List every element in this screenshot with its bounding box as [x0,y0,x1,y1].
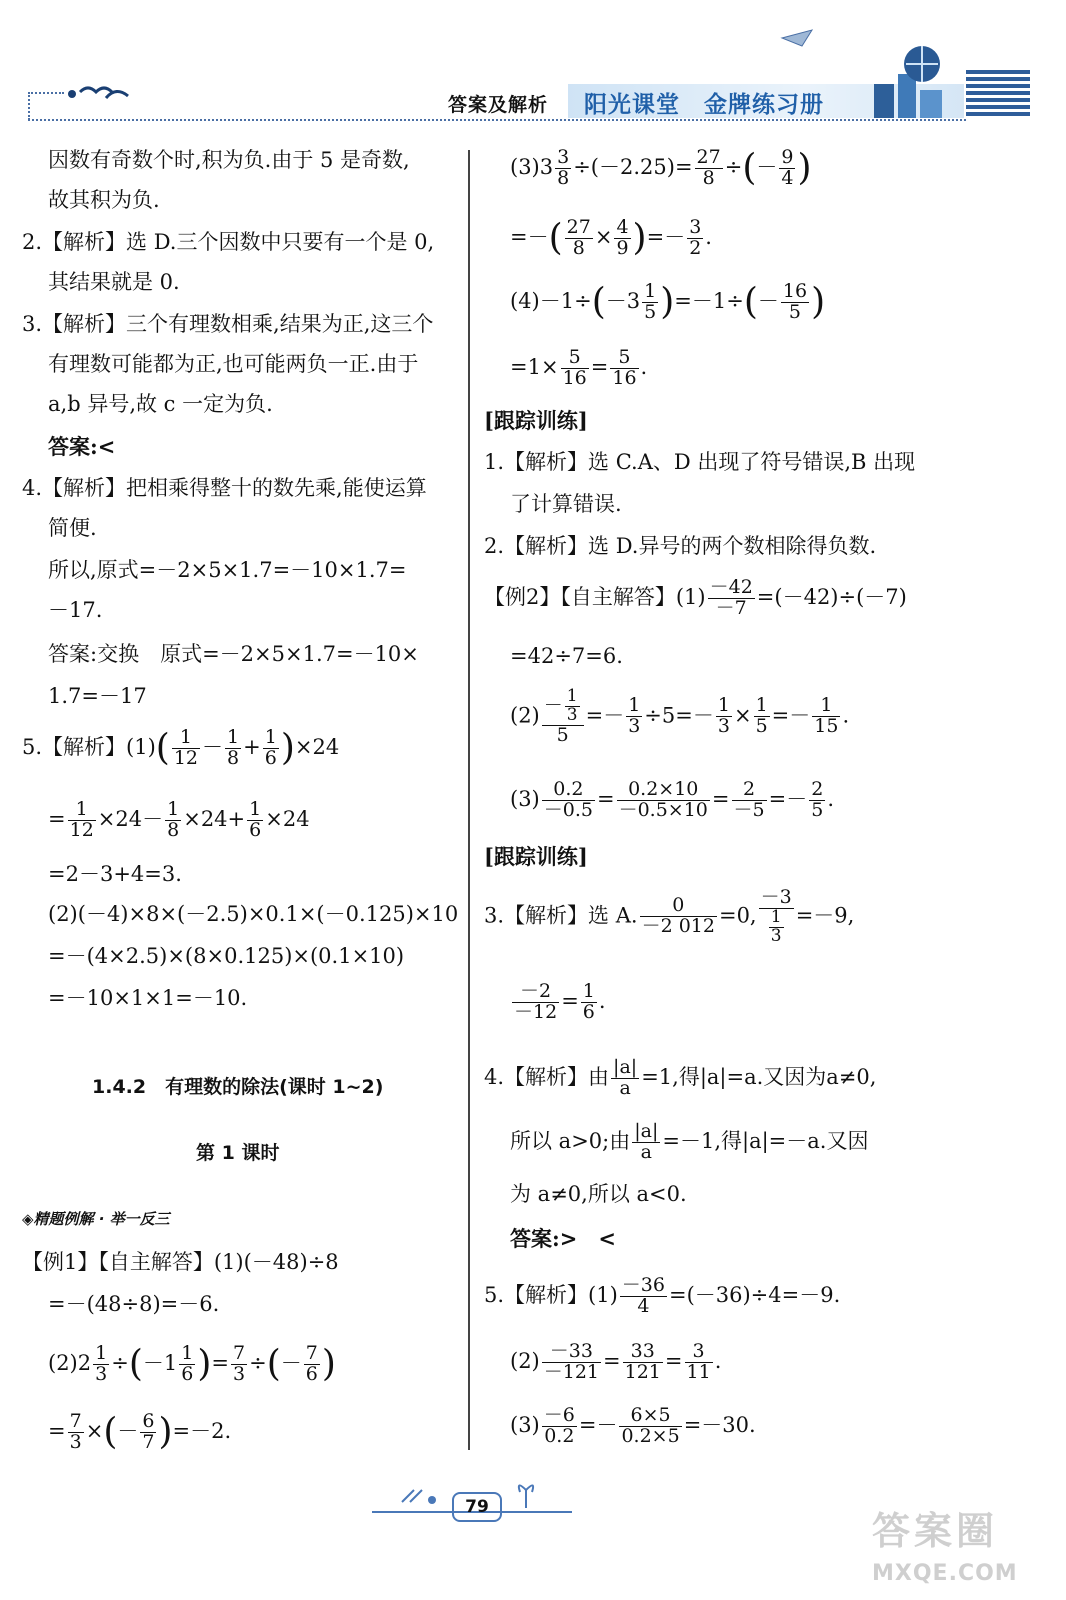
header-stripes [966,70,1030,122]
text-line: =－(4×2.5)×(8×0.125)×(0.1×10) [48,944,405,968]
example-2-line4: (3) $\frac{0.2}{-0.5}$ = $\frac{0.2\times 10}{-0.5\times 10}$ = $\frac{2}{-5}$ =－ $\frac{2}{5}$ . [510,778,834,821]
text-line: 所以,原式=－2×5×1.7=－10×1.7= [48,558,407,582]
examples-subhead: ◈精题例解 · 举一反三 [22,1210,170,1228]
header-corner-line [28,92,64,120]
column-divider [468,150,470,1450]
answer-2: 2.【解析】选 D.三个因数中只要有一个是 0, [22,230,435,254]
tracking-answer-3-line2: $\frac{-2}{-12}$ = $\frac{1}{6}$ . [514,980,606,1023]
text-line: 了计算错误. [510,492,622,516]
answer-3: 3.【解析】三个有理数相乘,结果为正,这三个 [22,312,434,336]
text-line: =－10×1×1=－10. [48,986,248,1010]
item-3-line2: =－( $\frac{27}{8}$ × $\frac{4}{9}$ )=－ $\frac{3}{2}$ . [510,216,712,259]
text-line: 其结果就是 0. [48,270,180,294]
answer-4: 4.【解析】把相乘得整十的数先乘,能使运算 [22,476,427,500]
section-title: 1.4.2 有理数的除法(课时 1~2) [92,1076,384,1098]
tracking-answer-1: 1.【解析】选 C.A、D 出现了符号错误,B 出现 [484,450,916,474]
watermark-url: MXQE.COM [872,1561,1018,1586]
tracking-header: [跟踪训练] [484,844,588,869]
answer-label: 答案:> < [510,1226,616,1251]
answer-label: 答案:交换 原式=－2×5×1.7=－10× [48,642,419,666]
text-line: a,b 异号,故 c 一定为负. [48,392,273,416]
tracking-answer-2: 2.【解析】选 D.异号的两个数相除得负数. [484,534,877,558]
example-2-line3: (2) － $\frac{1}{3}$ 5 =－ $\frac{1}{3}$ ÷5=－ $\frac{1}{3}$ × $\frac{1}{5}$ =－ $\frac{1}{15}$ . [510,686,850,746]
answer-label: 答案:< [48,434,116,459]
tracking-answer-4: 4.【解析】由 $\frac{|a|}{a}$ =1,得|a|=a.又因为a≠0, [484,1056,877,1099]
flower-icon [506,1478,546,1512]
header-brand-title: 阳光课堂 金牌练习册 [584,92,824,118]
text-line: 为 a≠0,所以 a<0. [510,1182,687,1206]
header-section-label: 答案及解析 [448,94,549,116]
page-header [0,0,1066,130]
tracking-answer-4-line2: 所以 a>0;由 $\frac{|a|}{a}$ =－1,得|a|=－a.又因 [510,1120,869,1163]
example-1-line4: = $\frac{7}{3}$ ×(－ $\frac{6}{7}$ )=－2. [48,1410,232,1453]
lesson-title: 第 1 课时 [196,1142,280,1164]
text-line: 简便. [48,516,97,540]
text-line: 有理数可能都为正,也可能两负一正.由于 [48,352,419,376]
tracking-answer-3: 3.【解析】选 A. $\frac{0}{-2 012}$ =0, $\frac{-3}{\frac{1}{3}}$ =－9, [484,886,855,946]
item-4-line2: =1× $\frac{5}{16}$ = $\frac{5}{16}$ . [510,346,648,389]
item-4-line1: (4)－1÷(－3 $\frac{1}{5}$ )=－1÷(－ $\frac{16}{5}$ ) [510,280,826,323]
example-2-line1: 【例2】【自主解答】(1) $\frac{-42}{-7}$ =(－42)÷(－7) [484,576,907,619]
text-line: (2)(－4)×8×(－2.5)×0.1×(－0.125)×10 [48,902,459,926]
example-1-line3: (2)2 $\frac{1}{3}$ ÷(－1 $\frac{1}{6}$ )= $\frac{7}{3}$ ÷(－ $\frac{7}{6}$ ) [48,1342,336,1385]
tracking-answer-5-line3: (3) $\frac{-6}{0.2}$ =－ $\frac{6\times 5}{0.2\times 5}$ =－30. [510,1404,756,1447]
header-dotted-rule [28,119,966,121]
page-number: 79 [452,1492,502,1522]
tracking-answer-5: 5.【解析】(1) $\frac{-36}{4}$ =(－36)÷4=－9. [484,1274,841,1317]
answer-5-line2: = $\frac{1}{12}$ ×24－ $\frac{1}{8}$ ×24+ $\frac{1}{6}$ ×24 [48,798,310,841]
text-line: －17. [48,598,103,622]
text-line: =42÷7=6. [510,644,623,668]
tracking-answer-5-line2: (2) $\frac{-33}{-121}$ = $\frac{33}{121}$ = $\frac{3}{11}$ . [510,1340,722,1383]
paper-plane-icon [780,28,814,48]
text-line: 故其积为负. [48,188,160,212]
watermark [872,1500,1042,1590]
watermark-logo: 答案圈 [872,1509,999,1553]
text-line: 因数有奇数个时,积为负.由于 5 是奇数, [48,148,410,172]
globe-decoration-icon [870,40,960,120]
text-line: =－(48÷8)=－6. [48,1292,220,1316]
item-3-line1: (3)3 $\frac{3}{8}$ ÷(－2.25)= $\frac{27}{8}$ ÷(－ $\frac{9}{4}$ ) [510,146,812,189]
text-line: 1.7=－17 [48,684,147,708]
example-1: 【例1】【自主解答】(1)(－48)÷8 [22,1250,339,1274]
tracking-header: [跟踪训练] [484,408,588,433]
answer-5-line1: 5.【解析】(1)( $\frac{1}{12}$ － $\frac{1}{8}$ + $\frac{1}{6}$ )×24 [22,726,340,769]
bird-icon [66,78,136,106]
answer-5-head: 5.【解析】(1) [22,734,156,759]
text-line: =2－3+4=3. [48,862,182,886]
music-note-icon [396,1480,446,1510]
